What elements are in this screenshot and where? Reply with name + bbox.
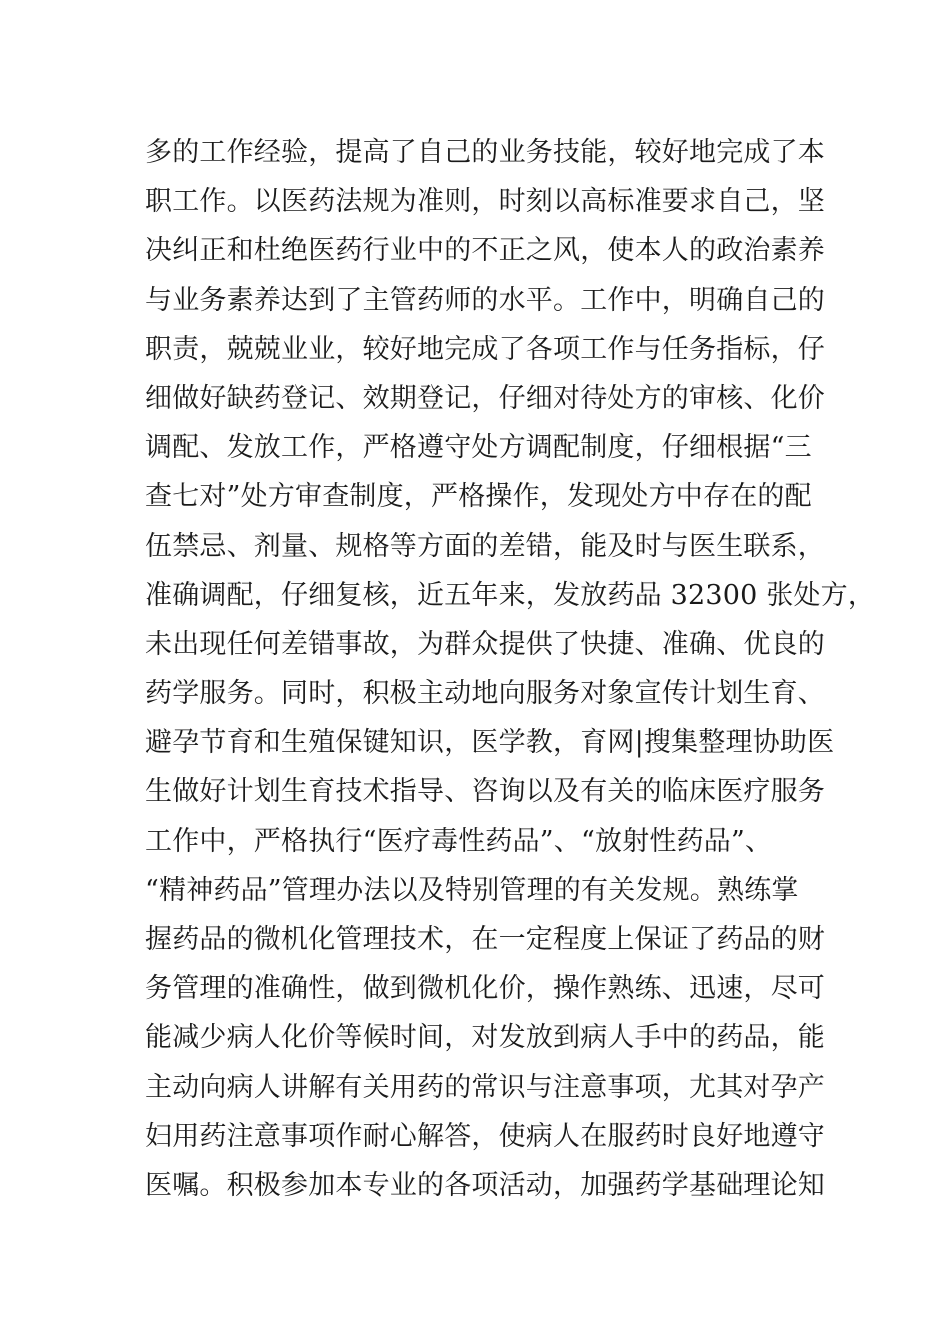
text-line: 准确调配，仔细复核，近五年来，发放药品 32300 张处方， bbox=[145, 579, 876, 611]
text-line: 细做好缺药登记、效期登记，仔细对待处方的审核、化价 bbox=[145, 382, 825, 414]
text-line: 握药品的微机化管理技术，在一定程度上保证了药品的财 bbox=[145, 924, 825, 955]
text-line: 调配、发放工作，严格遵守处方调配制度，仔细根据“三 bbox=[145, 432, 812, 464]
text-line: 生做好计划生育技术指导、咨询以及有关的临床医疗服务 bbox=[145, 776, 825, 808]
text-line: 伍禁忌、剂量、规格等方面的差错，能及时与医生联系， bbox=[145, 530, 825, 562]
text-line: 与业务素养达到了主管药师的水平。工作中，明确自己的 bbox=[145, 284, 825, 316]
text-line: 能减少病人化价等候时间，对发放到病人手中的药品，能 bbox=[145, 1022, 825, 1054]
text-line: 务管理的准确性，做到微机化价，操作熟练、迅速，尽可 bbox=[145, 973, 825, 1005]
text-line: 主动向病人讲解有关用药的常识与注意事项，尤其对孕产 bbox=[145, 1071, 825, 1103]
text-line: 决纠正和杜绝医药行业中的不正之风，使本人的政治素养 bbox=[145, 235, 825, 267]
text-line: 职工作。以医药法规为准则，时刻以高标准要求自己，坚 bbox=[145, 186, 825, 218]
text-line: 职责，兢兢业业，较好地完成了各项工作与任务指标，仔 bbox=[145, 333, 825, 365]
text-line: 多的工作经验，提高了自己的业务技能，较好地完成了本 bbox=[145, 137, 825, 168]
text-line: 查七对”处方审查制度，严格操作，发现处方中存在的配 bbox=[145, 481, 812, 513]
text-line: 未出现任何差错事故，为群众提供了快捷、准确、优良的 bbox=[145, 628, 825, 660]
text-line: 药学服务。同时，积极主动地向服务对象宣传计划生育、 bbox=[145, 678, 825, 710]
text-line: 妇用药注意事项作耐心解答，使病人在服药时良好地遵守 bbox=[145, 1120, 825, 1152]
text-line: 医嘱。积极参加本专业的各项活动，加强药学基础理论知 bbox=[145, 1169, 825, 1201]
text-line: “精神药品”管理办法以及特别管理的有关发规。熟练掌 bbox=[145, 874, 799, 906]
text-line: 避孕节育和生殖保键知识，医学教，育网|搜集整理协助医 bbox=[145, 727, 835, 759]
text-line: 工作中，严格执行“医疗毒性药品”、“放射性药品”、 bbox=[145, 825, 773, 857]
body-paragraph bbox=[145, 128, 876, 1210]
